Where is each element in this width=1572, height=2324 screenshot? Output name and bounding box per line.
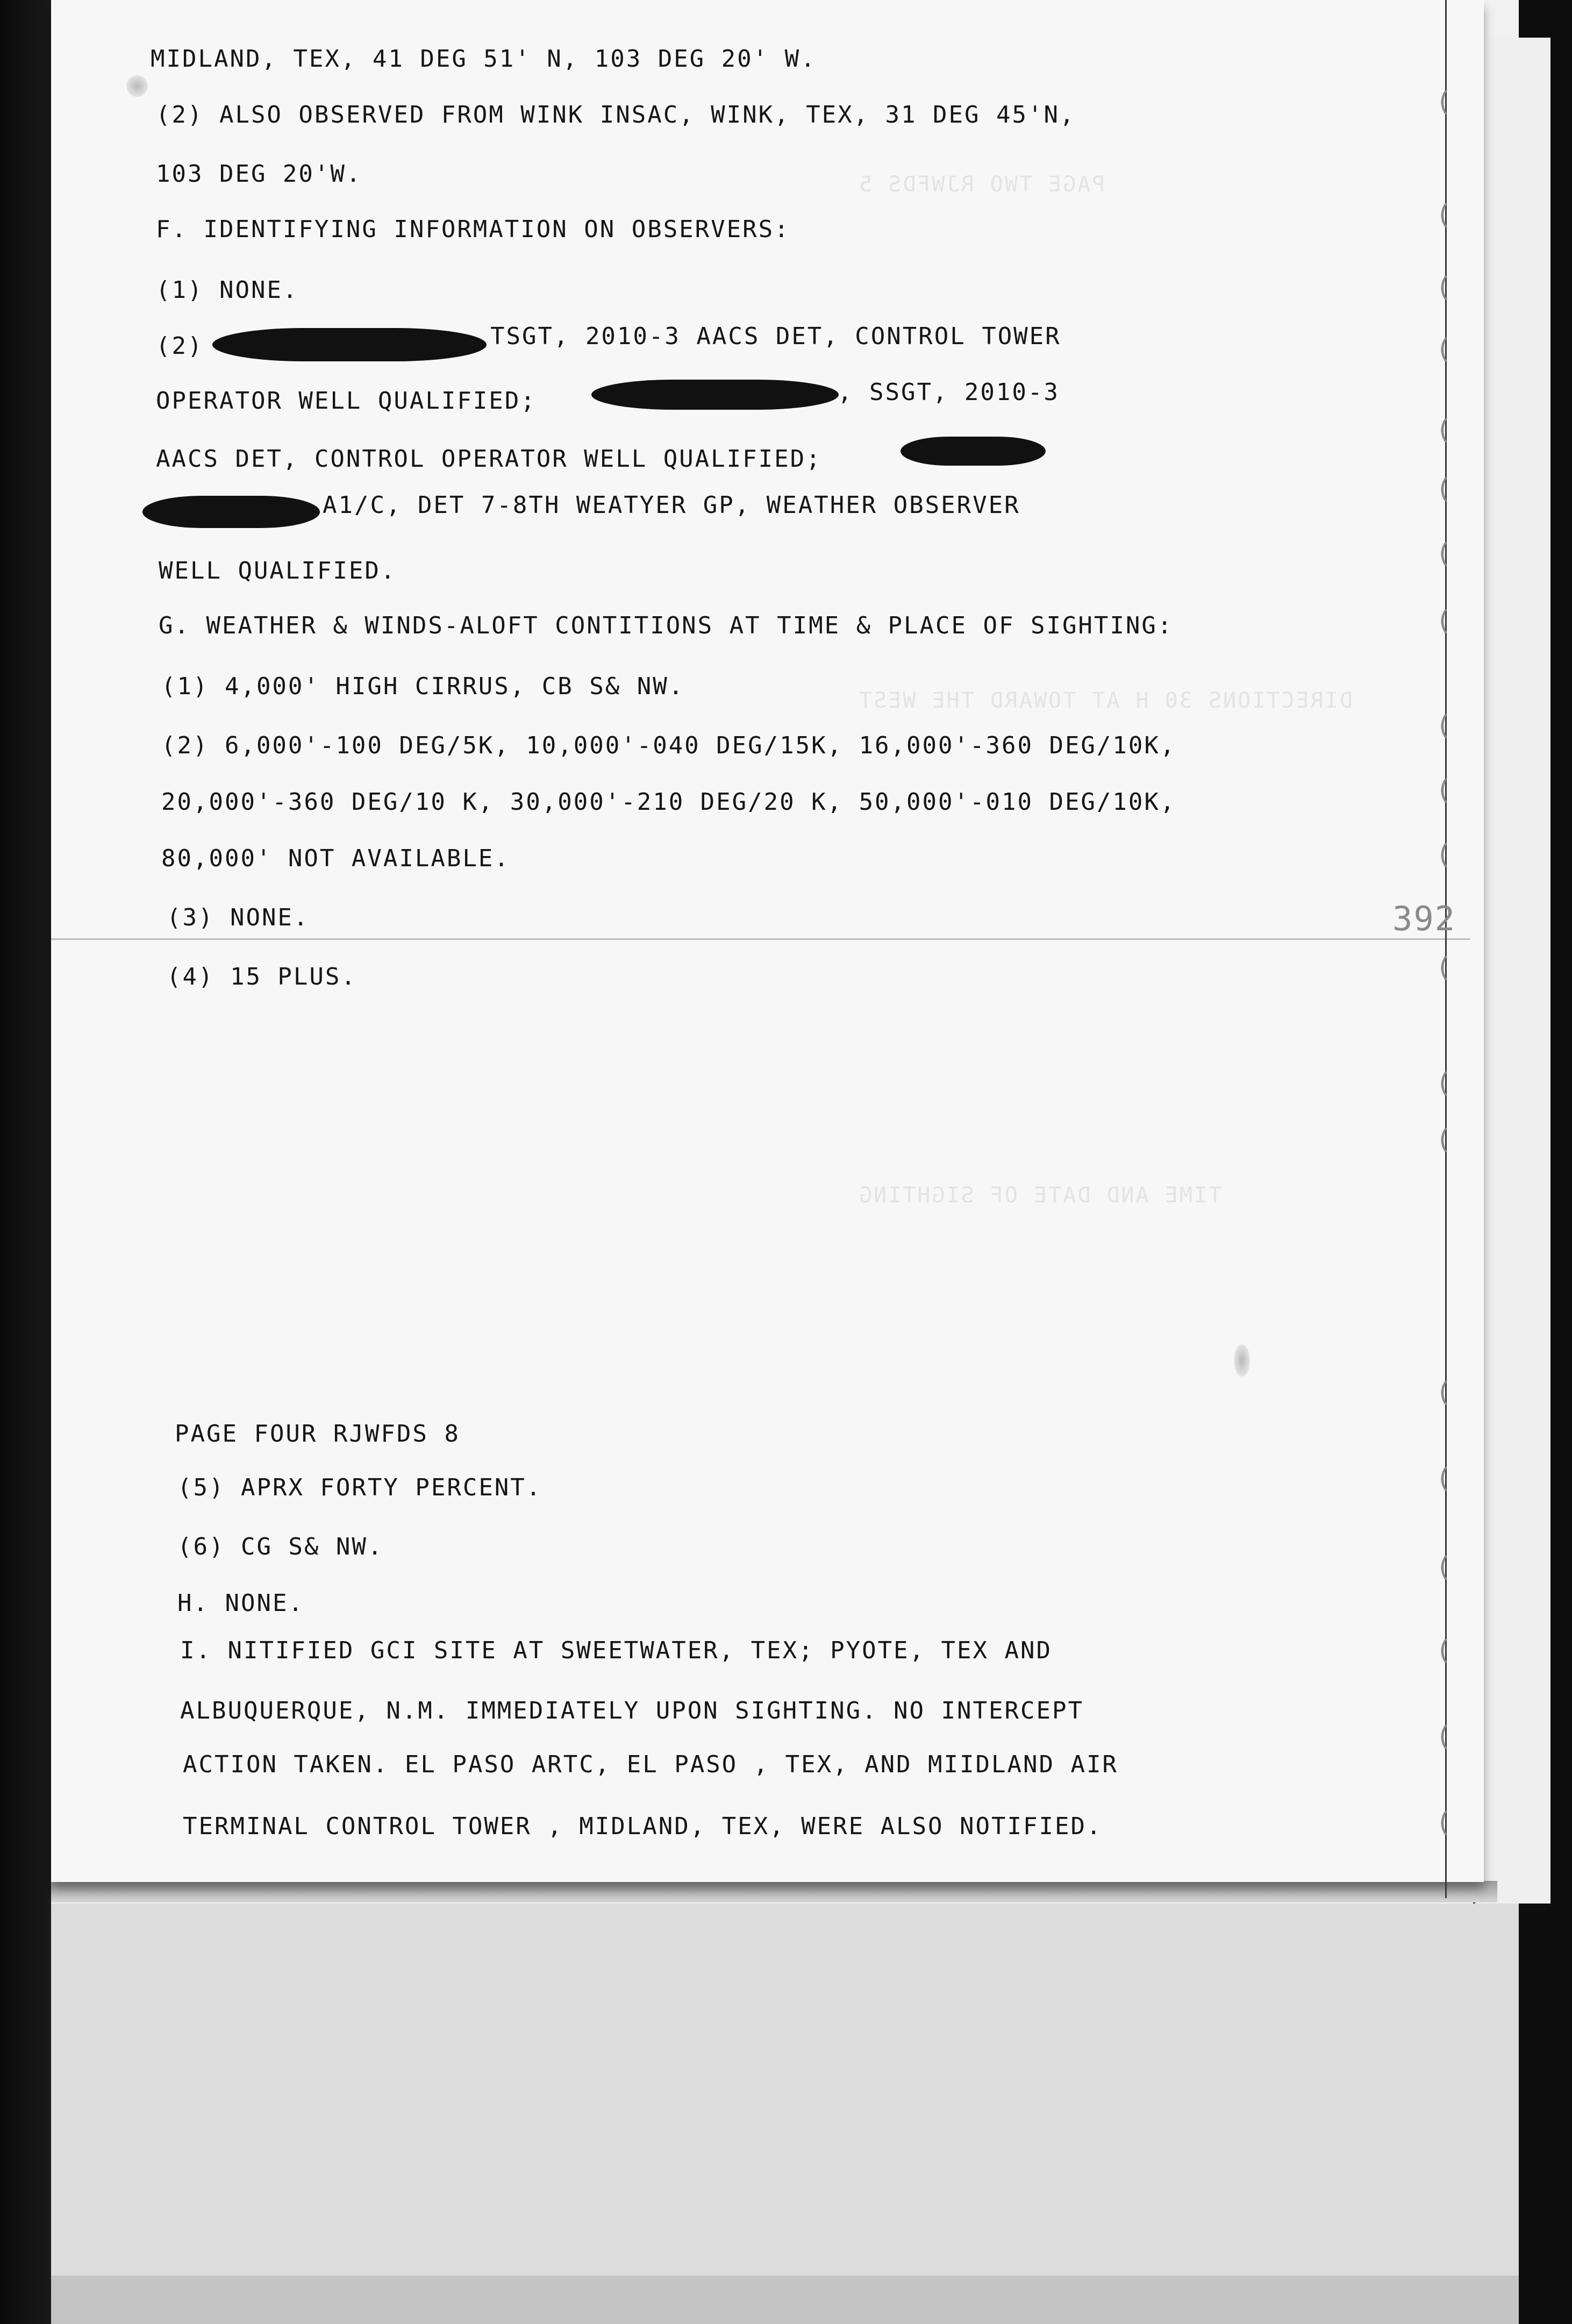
text-line: (5) APRX FORTY PERCENT. [177,1474,542,1501]
margin-mark: ( [1435,774,1452,805]
text-line: ACTION TAKEN. EL PASO ARTC, EL PASO , TEX, AND MIIDLAND AIR [183,1751,1118,1778]
margin-mark: ( [1435,199,1452,230]
text-line: F. IDENTIFYING INFORMATION ON OBSERVERS: [156,216,790,243]
text-line: (2) ALSO OBSERVED FROM WINK INSAC, WINK, TEX, 31 DEG 45'N, [156,101,1076,129]
margin-mark: ( [1435,1463,1452,1494]
sheet-lower-area [51,1904,1519,2324]
bleed-through-text: PAGE TWO RJWFDS 5 [858,172,1105,197]
margin-mark: ( [1435,1124,1452,1155]
text-line: TSGT, 2010-3 AACS DET, CONTROL TOWER [490,323,1061,350]
margin-mark: ( [1435,272,1452,303]
text-line: 80,000' NOT AVAILABLE. [161,845,510,872]
page-number: 392 [1392,899,1456,938]
margin-mark: ( [1435,473,1452,504]
redaction-mark [142,496,320,528]
text-line: (1) 4,000' HIGH CIRRUS, CB S& NW. [161,673,685,700]
text-line: (4) 15 PLUS. [167,963,357,990]
margin-mark: ( [1435,414,1452,445]
text-line: (2) [156,332,204,360]
text-line: MIDLAND, TEX, 41 DEG 51' N, 103 DEG 20' W. [151,45,817,73]
page-bottom-shadow [51,1881,1497,1902]
margin-mark: ( [1435,1377,1452,1408]
bleed-through-text: TIME AND DATE OF SIGHTING [858,1183,1222,1208]
scan-stain [1234,1344,1250,1377]
text-line: OPERATOR WELL QUALIFIED; [156,387,537,415]
text-line: (1) NONE. [156,276,299,304]
text-line: WELL QUALIFIED. [159,557,397,584]
redaction-mark [591,380,839,410]
text-line: I. NITIFIED GCI SITE AT SWEETWATER, TEX; PYOTE, TEX AND [180,1637,1052,1664]
film-frame-left [0,0,59,2324]
text-line: (6) CG S& NW. [177,1533,384,1560]
text-line: ALBUQUERQUE, N.M. IMMEDIATELY UPON SIGHTING. NO INTERCEPT [180,1697,1084,1724]
redaction-mark [212,328,487,361]
margin-mark: ( [1435,1551,1452,1582]
text-line: (3) NONE. [167,904,310,931]
margin-mark: ( [1435,86,1452,117]
page-heading: PAGE FOUR RJWFDS 8 [175,1420,460,1448]
margin-mark: ( [1435,710,1452,741]
text-line: TERMINAL CONTROL TOWER , MIDLAND, TEX, WERE ALSO NOTIFIED. [183,1813,1103,1840]
margin-mark: ( [1435,333,1452,365]
text-line: (2) 6,000'-100 DEG/5K, 10,000'-040 DEG/15K, 16,000'-360 DEG/10K, [161,732,1176,759]
margin-mark: ( [1435,1635,1452,1666]
text-line: , SSGT, 2010-3 [838,379,1060,406]
fold-line [51,938,1470,940]
underlying-page-edge [1473,38,1550,1904]
sheet-bottom-band [51,2276,1519,2324]
text-line: G. WEATHER & WINDS-ALOFT CONTITIONS AT TIME & PLACE OF SIGHTING: [159,612,1174,639]
text-line: H. NONE. [177,1589,304,1617]
redaction-mark [901,437,1046,466]
margin-mark: ( [1435,1721,1452,1752]
text-line: 103 DEG 20'W. [156,160,362,188]
margin-mark: ( [1435,839,1452,870]
text-line: 20,000'-360 DEG/10 K, 30,000'-210 DEG/20 K, 50,000'-010 DEG/10K, [161,788,1176,816]
margin-mark: ( [1435,1807,1452,1838]
margin-mark: ( [1435,605,1452,636]
margin-mark: ( [1435,538,1452,569]
margin-mark: ( [1435,952,1452,983]
text-line: AACS DET, CONTROL OPERATOR WELL QUALIFIED; [156,445,822,473]
scan-stain [126,75,148,97]
text-line: A1/C, DET 7-8TH WEATYER GP, WEATHER OBSERVER [323,491,1020,519]
margin-mark: ( [1435,1067,1452,1099]
bleed-through-text: DIRECTIONS 30 H AT TOWARD THE WEST [858,688,1353,713]
